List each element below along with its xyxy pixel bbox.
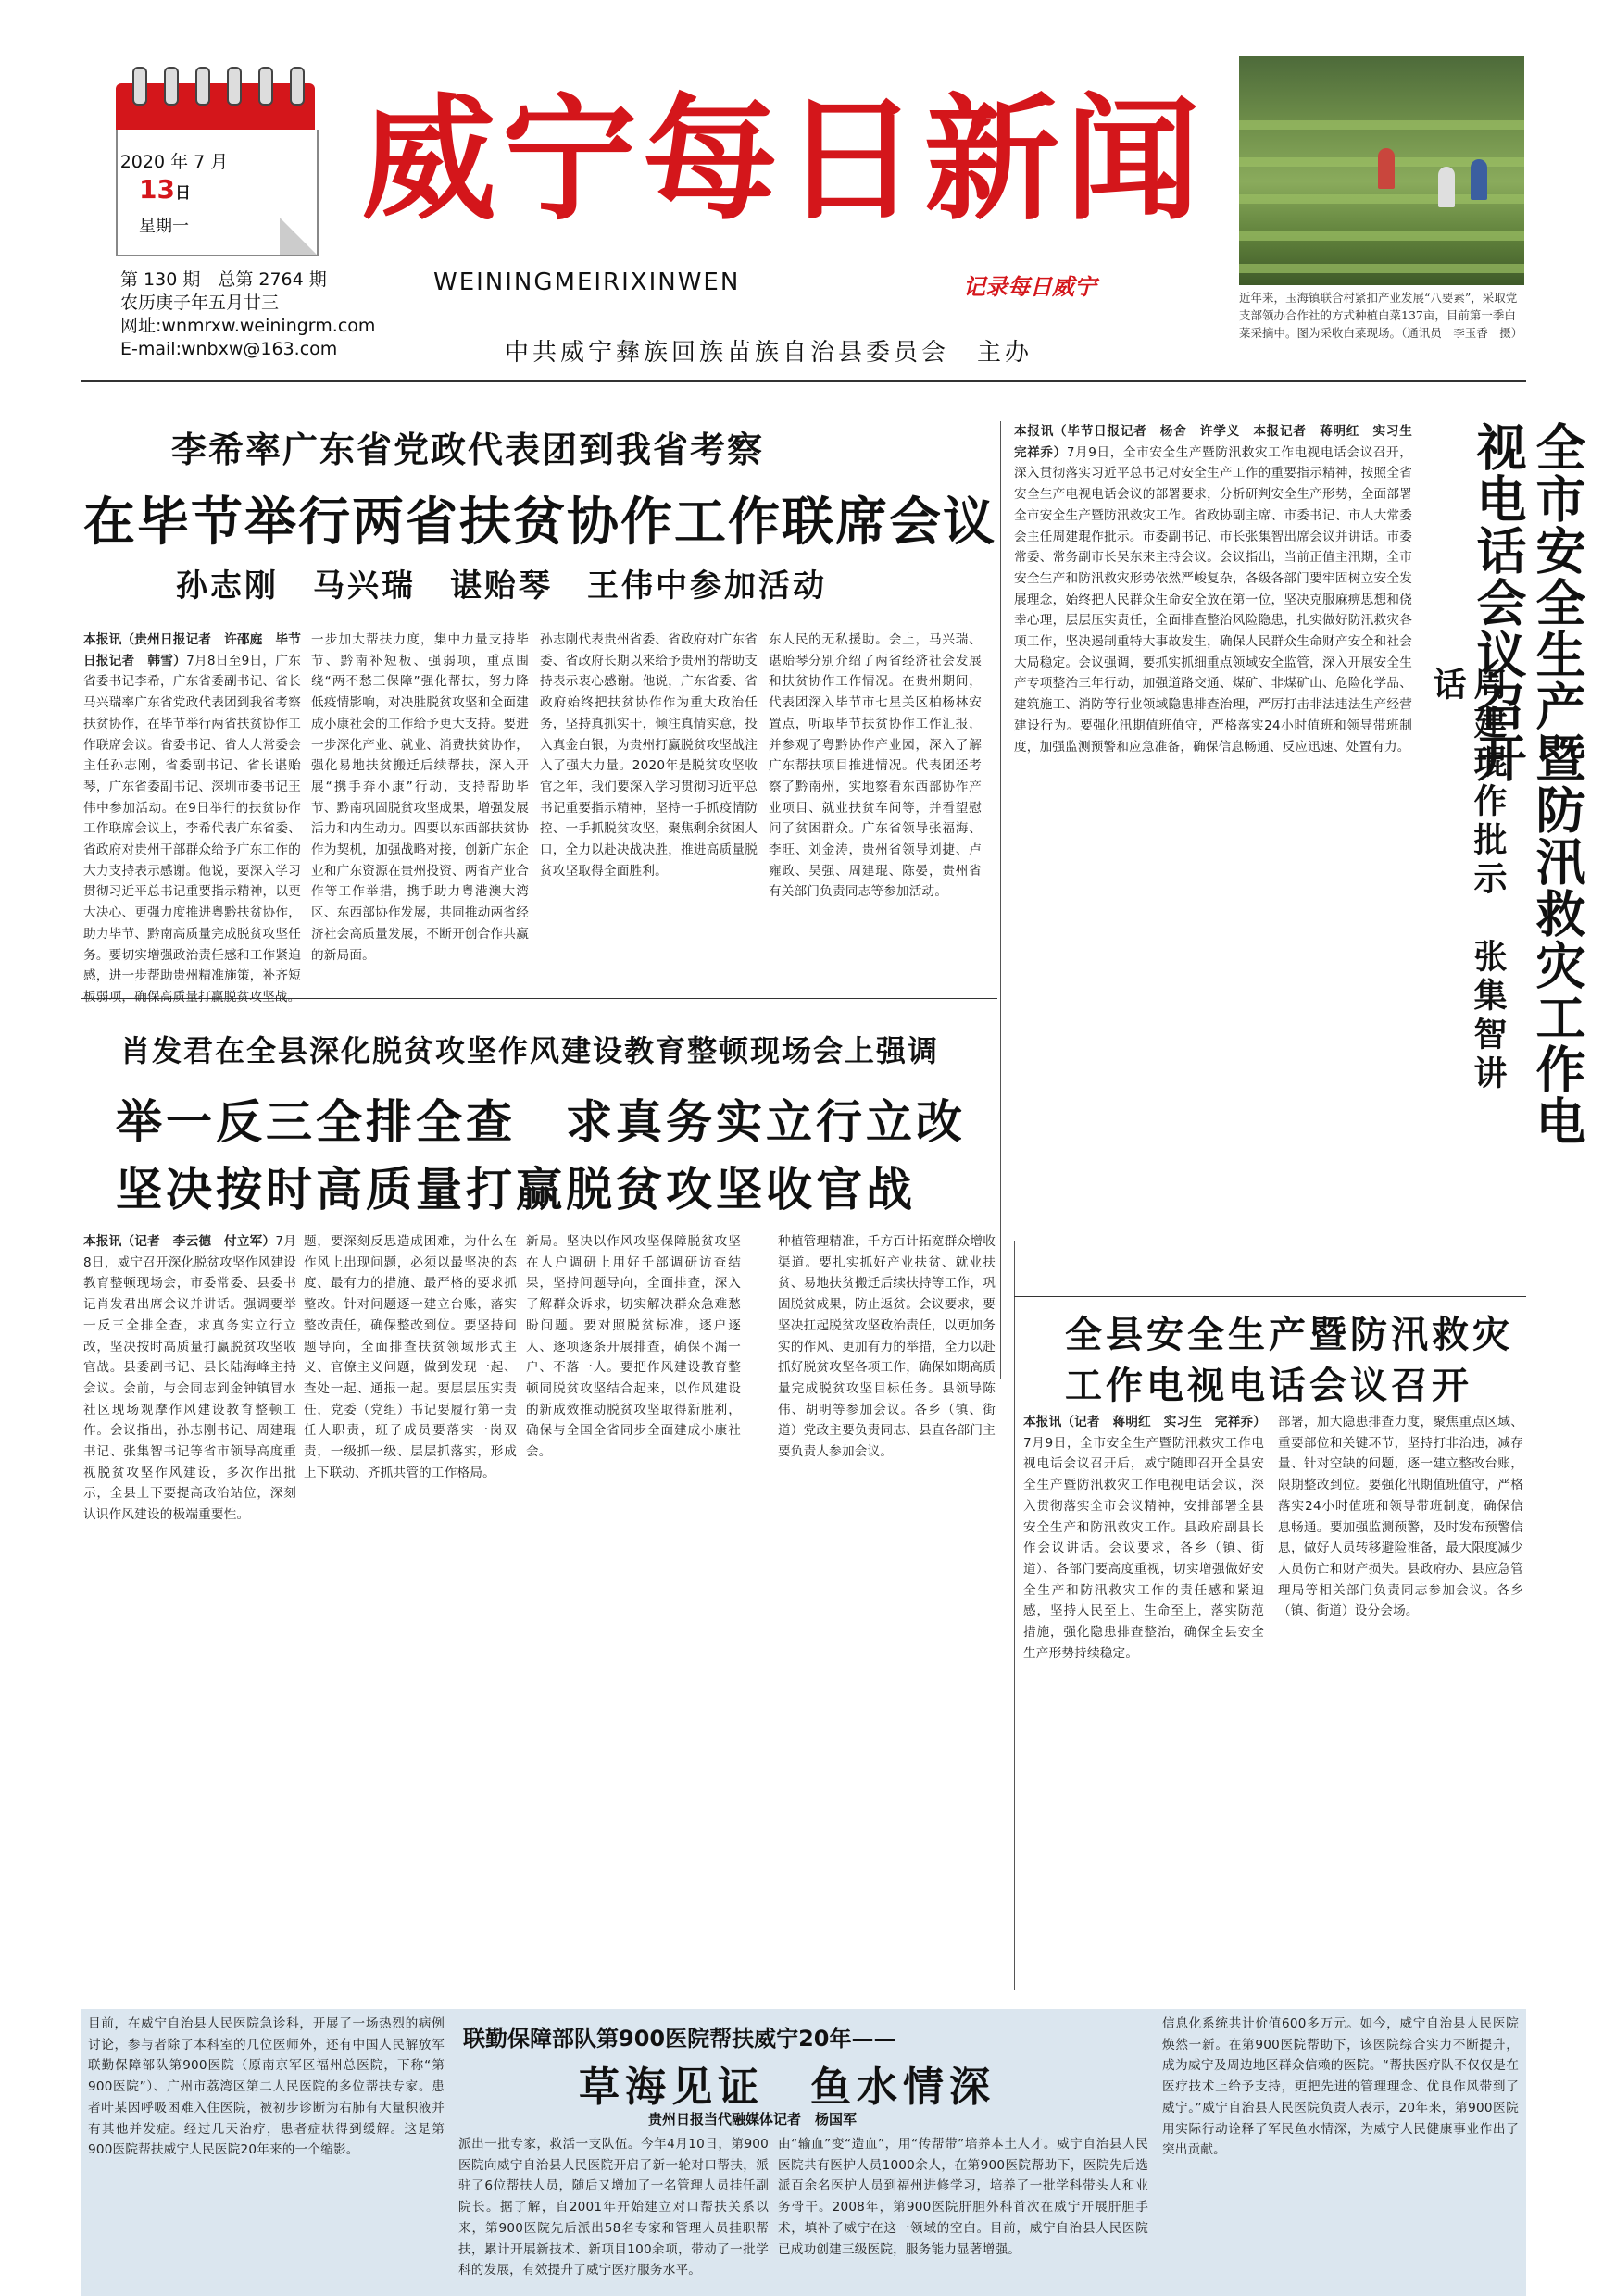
article1-col3: 孙志刚代表贵州省委、省政府对广东省委、省政府长期以来给予贵州的帮助支持表示衷心感谢。他说，广东省委、省政府始终把扶贫协作作为重大政治任务，坚持真抓实干，倾注真情实意，投入真金白银，为贵州打赢脱贫攻坚战注入了强大力量。2020年是脱贫攻坚收官之年，我们要深入学习贯彻习近平总书记重要指示精神，坚持一手抓疫情防控、一手抓脱贫攻坚，聚焦剩余贫困人口，全力以赴决战决胜，推进高质量脱贫攻坚取得全面胜利。: [540, 632, 758, 879]
article5-headline: 草海见证 鱼水情深: [579, 2064, 996, 2111]
issue-email: E-mail:wnbxw@163.com: [120, 339, 338, 359]
article4-title2: 工作电视电话会议召开: [1065, 1365, 1472, 1407]
article5-col4: 信息化系统共计价值600多万元。如今，威宁自治县人民医院焕然一新。在第900医院帮助下，该医院综合实力不断提升，成为威宁及周边地区群众信赖的医院。“帮扶医疗队不仅仅是在医疗技术上给予支持，更把先进的管理理念、优良作风带到了威宁。”威宁自治县人民医院负责人表示，20年来，第900医院用实际行动诠释了军民鱼水情深，为威宁人民健康事业作出了突出贡献。: [1162, 2016, 1519, 2158]
article4-byline: 本报讯（记者 蒋明红 实习生 完祥乔）: [1023, 1415, 1267, 1429]
article3-kicker: 肖发君在全县深化脱贫攻坚作风建设教育整顿现场会上强调: [120, 1033, 940, 1068]
article1-col1: 本报讯（贵州日报记者 许邵庭 毕节日报记者 韩雪）7月8日至9日，广东省委书记李希，广东省委副书记、省长马兴瑞率广东省党政代表团到我省考察扶贫协作，在毕节举行两省扶贫协作工作联席会议。省委书记、省人大常委会主任孙志刚，省委副书记、省长谌贻琴，广东省委副书记、深圳市委书记王伟中参加活动。在9日举行的扶贫协作工作联席会议上，李希代表广东省委、省政府对贵州干部群众给予广东工作的大力支持表示感谢。他说，要深入学习贯彻习近平总书记重要指示精神，以更大决心、更强力度推进粤黔扶贫协作，助力毕节、黔南高质量完成脱贫攻坚任务。要切实增强政治责任感和工作紧迫感，进一步帮助贵州精准施策，补齐短板弱项，确保高质量打赢脱贫攻坚战。: [83, 632, 301, 1004]
article5-col1: 目前，在威宁自治县人民医院急诊科，开展了一场热烈的病例讨论，参与者除了本科室的几位医师外，还有中国人民解放军联勤保障部队第900医院（原南京军区福州总医院，下称“第900医院”）、广州市荔湾区第二人民医院的多位帮扶专家。患者叶某因呼吸困难入住医院，被初步诊断为右肺有大量积液并有其他并发症。经过几天治疗，患者症状得到缓解。这是第900医院帮扶威宁人民医院20年来的一个缩影。: [88, 2016, 445, 2158]
article3-headline2: 坚决按时高质量打赢脱贫攻坚收官战: [116, 1163, 916, 1217]
masthead-title: 威宁每日新闻: [361, 81, 1206, 239]
article1-headline: 在毕节举行两省扶贫协作工作联席会议: [83, 493, 996, 553]
news-photo: [1239, 56, 1524, 285]
article1-byline: 本报讯（贵州日报记者 许邵庭 毕节日报记者 韩雪）: [83, 632, 301, 668]
issue-website: 网址:wnmrxw.weiningrm.com: [120, 316, 376, 336]
article3-byline: 本报讯（记者 李云德 付立军）: [83, 1234, 276, 1249]
article1-col2: 一步加大帮扶力度，集中力量支持毕节、黔南补短板、强弱项，重点围绕“两不愁三保障”强化帮扶，努力降低疫情影响，对决胜脱贫攻坚和全面建成小康社会的工作给予更大支持。要进一步深化产业、就业、消费扶贫协作，强化易地扶贫搬迁后续帮扶，深入开展“携手奔小康”行动，支持帮助毕节、黔南巩固脱贫攻坚成果，增强发展活力和内生动力。四要以东西部扶贫协作为契机，加强战略对接，创新广东企业和广东资源在贵州投资、两省产业合作等工作举措，携手助力粤港澳大湾区、东西部协作发展，共同推动两省经济社会高质量发展，不断开创合作共赢的新局面。: [311, 632, 529, 963]
article4-title1: 全县安全生产暨防汛救灾: [1065, 1314, 1513, 1356]
article2-body: 本报讯（毕节日报记者 杨舍 许学义 本报记者 蒋明红 实习生 完祥乔）7月9日，全市安全生产暨防汛救灾工作电视电话会议召开，深入贯彻落实习近平总书记对安全生产工作的重要指示精神，按照全省安全生产电视电话会议的部署要求，分析研判安全生产形势，全面部署全市安全生产暨防汛救灾工作。省政协副主席、市委书记、市人大常委会主任周建琨作批示。市委副书记、市长张集智出席会议并讲话。市委常委、常务副市长吴东来主持会议。会议指出，当前正值主汛期，全市安全生产和防汛救灾形势依然严峻复杂，各级各部门要牢固树立安全发展理念，始终把人民群众生命安全放在第一位，坚决克服麻痹思想和侥幸心理，层层压实责任，全面排查整治风险隐患，扎实做好防汛救灾各项工作，坚决遏制重特大事故发生，确保人民群众生命财产安全和社会大局稳定。会议强调，要抓实抓细重点领域安全监管，深入开展安全生产专项整治三年行动，加强道路交通、煤矿、非煤矿山、危险化学品、建筑施工、消防等行业领域隐患排查治理，严厉打击非法违法生产经营建设行为。要强化汛期值班值守，严格落实24小时值班和领导带班制度，加强监测预警和应急准备，确保信息畅通、反应迅速、处置有力。: [1014, 424, 1425, 755]
article3-col1: 本报讯（记者 李云德 付立军）7月8日，威宁召开深化脱贫攻坚作风建设教育整顿现场会，市委常委、县委书记肖发君出席会议并讲话。强调要举一反三全排全查，求真务实立行立改，坚决按时高质量打赢脱贫攻坚收官战。县委副书记、县长陆海峰主持会议。会前，与会同志到金钟镇冒水社区现场观摩作风建设教育整顿工作。会议指出，孙志刚书记、周建琨书记、张集智书记等省市领导高度重视脱贫攻坚作风建设，多次作出批示，全县上下要提高政治站位，深刻认识作风建设的极端重要性。: [83, 1234, 296, 1523]
article5-col2: 派出一批专家，救活一支队伍。今年4月10日，第900医院向威宁自治县人民医院开启了新一轮对口帮扶，派驻了6位帮扶人员，随后又增加了一名管理人员挂任副院长。据了解，自2001年开始建立对口帮扶关系以来，第900医院先后派出58名专家和管理人员挂职帮扶，累计开展新技术、新项目100余项，带动了一批学科的发展，有效提升了威宁医疗服务水平。: [458, 2137, 769, 2278]
article5-byline: 贵州日报当代融媒体记者 杨国军: [648, 2111, 858, 2128]
calendar-year-month: 2020 年 7 月: [119, 152, 229, 172]
calendar-day: 13日: [139, 174, 191, 205]
article3-headline1: 举一反三全排全查 求真务实立行立改: [116, 1095, 966, 1149]
article3-col2: 题，要深刻反思造成困难，为什么在作风上出现问题，必须以最坚决的态度、最有力的措施、最严格的要求抓整改。针对问题逐一建立台账，落实整改责任，确保整改到位。要坚持问题导向，全面排查扶贫领域形式主义、官僚主义问题，做到发现一起、查处一起、通报一起。要层层压实责任，党委（党组）书记要履行第一责任人职责，班子成员要落实一岗双责，一级抓一级、层层抓落实，形成上下联动、齐抓共管的工作格局。: [304, 1234, 517, 1480]
article5-kicker: 联勤保障部队第900医院帮扶威宁20年——: [463, 2026, 896, 2052]
column-divider-2: [1014, 1241, 1015, 1990]
article2-byline: 本报讯（毕节日报记者 杨舍 许学义 本报记者 蒋明红 实习生 完祥乔）: [1014, 424, 1425, 460]
article3-col4: 种植管理精准，千方百计拓宽群众增收渠道。要扎实抓好产业扶贫、就业扶贫、易地扶贫搬迁后续扶持等工作，巩固脱贫成果，防止返贫。会议要求，要坚决扛起脱贫攻坚政治责任，以更加务实的作风、更加有力的举措，全力以赴抓好脱贫攻坚各项工作，确保如期高质量完成脱贫攻坚目标任务。县领导陈伟、胡明等参加会议。各乡（镇、街道）党政主要负责同志、县直各部门主要负责人参加会议。: [778, 1234, 996, 1460]
masthead-pinyin: WEININGMEIRIXINWEN: [433, 268, 741, 296]
article3-col3: 新局。坚决以作风攻坚保障脱贫攻坚在人户调研上用好千部调研访查结果，坚持问题导向，全面排查，深入了解群众诉求，切实解决群众急难愁盼问题。要对照脱贫标准，逐户逐人、逐项逐条开展排查，确保不漏一户、不落一人。要把作风建设教育整顿同脱贫攻坚结合起来，以作风建设的新成效推动脱贫攻坚取得新胜利，确保与全国全省同步全面建成小康社会。: [526, 1234, 741, 1460]
photo-caption: 近年来，玉海镇联合村紧扣产业发展“八要素”，采取党支部领办合作社的方式种植白菜137亩，目前第一季白菜采摘中。图为采收白菜现场。（通讯员 李玉香 摄）: [1239, 291, 1523, 340]
masthead-sponsor: 中共威宁彝族回族苗族自治县委员会 主办: [505, 339, 1033, 367]
column-divider: [1000, 421, 1001, 1379]
top-rule: [81, 380, 1526, 382]
article1-kicker: 李希率广东省党政代表团到我省考察: [171, 430, 765, 470]
article4-col2: 部署，加大隐患排查力度，聚焦重点区域、重要部位和关键环节，坚持打非治违，减存量、针对空缺的问题，逐一建立整改台账，限期整改到位。要强化汛期值班值守，严格落实24小时值班和领导带班制度，确保信息畅通。要加强监测预警，及时发布预警信息，做好人员转移避险准备，最大限度减少人员伤亡和财产损失。县政府办、县应急管理局等相关部门负责同志参加会议。各乡（镇、街道）设分会场。: [1278, 1415, 1523, 1619]
article1-col4: 东人民的无私援助。会上，马兴瑞、谌贻琴分别介绍了两省经济社会发展和扶贫协作工作情况。在贵州期间，代表团深入毕节市七星关区柏杨林安置点，听取毕节扶贫协作工作汇报，并参观了粤黔协作产业园，深入了解广东帮扶项目推进情况。代表团还考察了黔南州，实地察看东西部协作产业项目、就业扶贫车间等，并看望慰问了贫困群众。广东省领导张福海、李旺、刘金涛，贵州省领导刘捷、卢雍政、吴强、周建琨、陈晏，贵州省有关部门负责同志等参加活动。: [769, 632, 982, 900]
issue-numbers: 第 130 期 总第 2764 期: [120, 269, 327, 290]
issue-lunar: 农历庚子年五月廿三: [120, 293, 280, 313]
article5-col3: 由“输血”变“造血”，用“传帮带”培养本土人才。威宁自治县人民医院共有医护人员1000余人，在第900医院帮助下，医院先后选派百余名医护人员到福州进修学习，培养了一批学科带头人和业务骨干。2008年，第900医院肝胆外科首次在威宁开展肝胆手术，填补了威宁在这一领域的空白。目前，威宁自治县人民医院已成功创建三级医院，服务能力显著增强。: [778, 2137, 1148, 2257]
article2-title: 全市安全生产暨防汛救灾工作电视电话会议召开: [1469, 421, 1586, 1147]
article4-col1: 本报讯（记者 蒋明红 实习生 完祥乔）7月9日，全市安全生产暨防汛救灾工作电视电话会议召开后，威宁随即召开全县安全生产暨防汛救灾工作电视电话会议，深入贯彻落实全市会议精神，安排部署全县安全生产和防汛救灾工作。县政府副县长作会议讲话。会议要求，各乡（镇、街道）、各部门要高度重视，切实增强做好安全生产和防汛救灾工作的责任感和紧迫感，坚持人民至上、生命至上，落实防范措施，强化隐患排查整治，确保全县安全生产形势持续稳定。: [1023, 1415, 1267, 1661]
article2-subtitle: 周建琨作批示 张集智讲话: [1428, 667, 1507, 1094]
article1-subhead: 孙志刚 马兴瑞 谌贻琴 王伟中参加活动: [176, 568, 827, 605]
issue-info: [120, 268, 389, 361]
section-rule-2: [1014, 1296, 1526, 1297]
masthead-slogan: 记录每日威宁: [963, 273, 1096, 300]
calendar-weekday: 星期一: [139, 217, 189, 236]
section-rule: [81, 998, 997, 999]
